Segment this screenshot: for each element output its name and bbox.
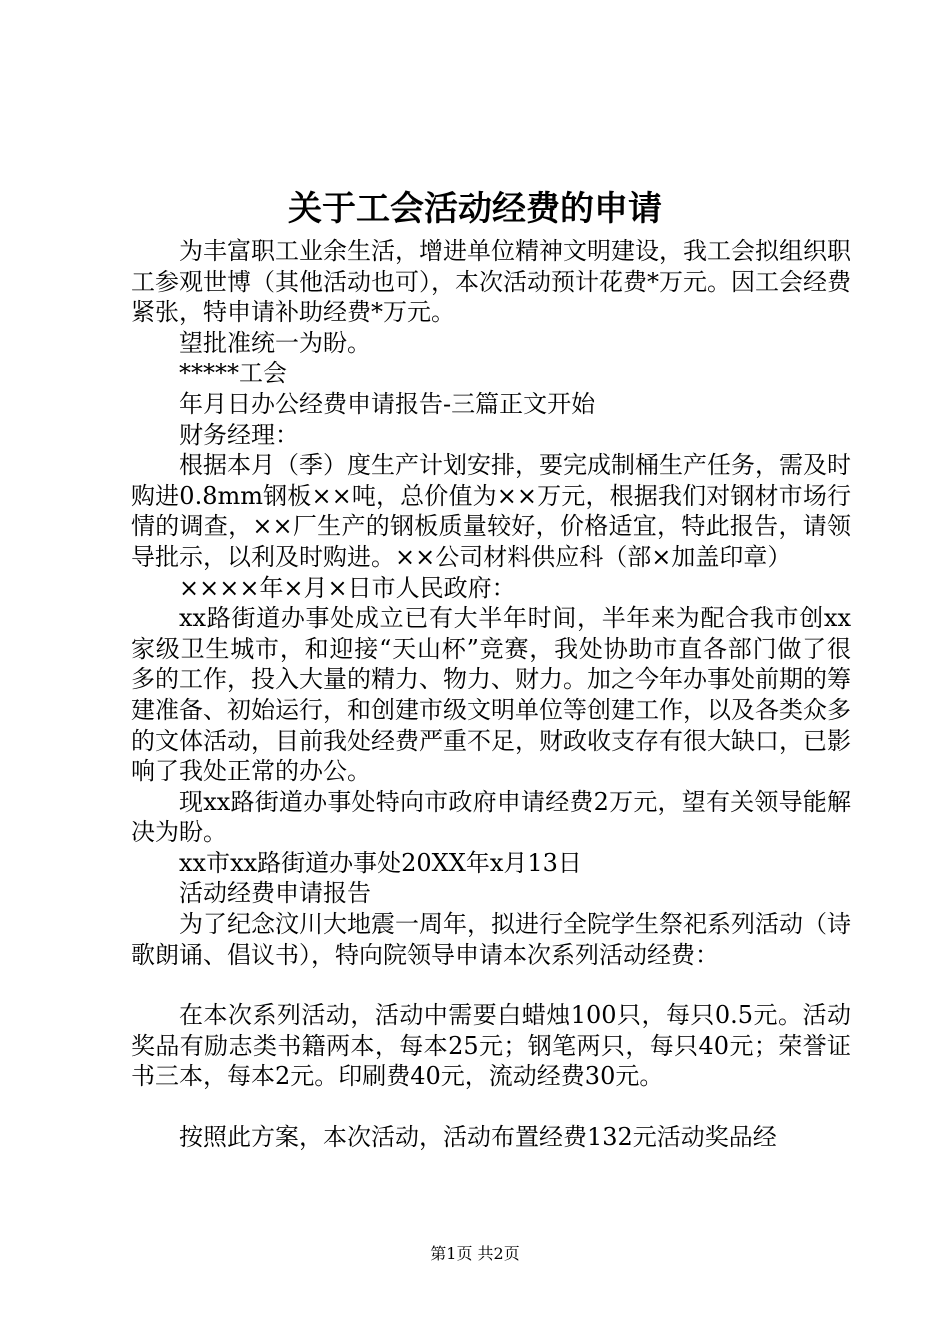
paragraph: 根据本月（季）度生产计划安排，要完成制桶生产任务，需及时购进0.8mm钢板××吨，总价值为××万元，根据我们对钢材市场行情的调查，××厂生产的钢板质量较好，价格适宜，特此报告，请领导批示，以利及时购进。××公司材料供应科（部×加盖印章） xyxy=(131,451,851,571)
paragraph: 望批准统一为盼。 xyxy=(179,328,371,357)
page-footer: 第1页 共2页 xyxy=(430,1244,520,1263)
document-title: 关于工会活动经费的申请 xyxy=(288,189,662,229)
paragraph: 在本次系列活动，活动中需要白蜡烛100只，每只0.5元。活动奖品有励志类书籍两本，每本25元；钢笔两只，每只40元；荣誉证书三本，每本2元。印刷费40元，流动经费30元。 xyxy=(131,1001,851,1091)
paragraph: ××××年×月×日市人民政府： xyxy=(179,573,516,602)
paragraph: 为丰富职工业余生活，增进单位精神文明建设，我工会拟组织职工参观世博（其他活动也可），本次活动预计花费*万元。因工会经费紧张，特申请补助经费*万元。 xyxy=(131,237,851,327)
paragraph: 财务经理： xyxy=(179,420,299,449)
paragraph: xx路街道办事处成立已有大半年时间，半年来为配合我市创xx家级卫生城市，和迎接“天山杯”竞赛，我处协助市直各部门做了很多的工作，投入大量的精力、物力、财力。加之今年办事处前期的筹建准备、初始运行，和创建市级文明单位等创建工作，以及各类众多的文体活动，目前我处经费严重不足，财政收支存有很大缺口，已影响了我处正常的办公。 xyxy=(131,604,851,786)
paragraph: *****工会 xyxy=(179,359,287,388)
paragraph: 活动经费申请报告 xyxy=(179,879,371,908)
paragraph: xx市xx路街道办事处20XX年x月13日 xyxy=(179,848,582,877)
paragraph: 年月日办公经费申请报告-三篇正文开始 xyxy=(179,389,596,418)
document-body xyxy=(131,236,851,1153)
paragraph: 现xx路街道办事处特向市政府申请经费2万元，望有关领导能解决为盼。 xyxy=(131,787,851,847)
paragraph: 为了纪念汶川大地震一周年，拟进行全院学生祭祀系列活动（诗歌朗诵、倡议书），特向院领导申请本次系列活动经费： xyxy=(131,910,851,969)
paragraph: 按照此方案，本次活动，活动布置经费132元活动奖品经 xyxy=(179,1123,777,1152)
